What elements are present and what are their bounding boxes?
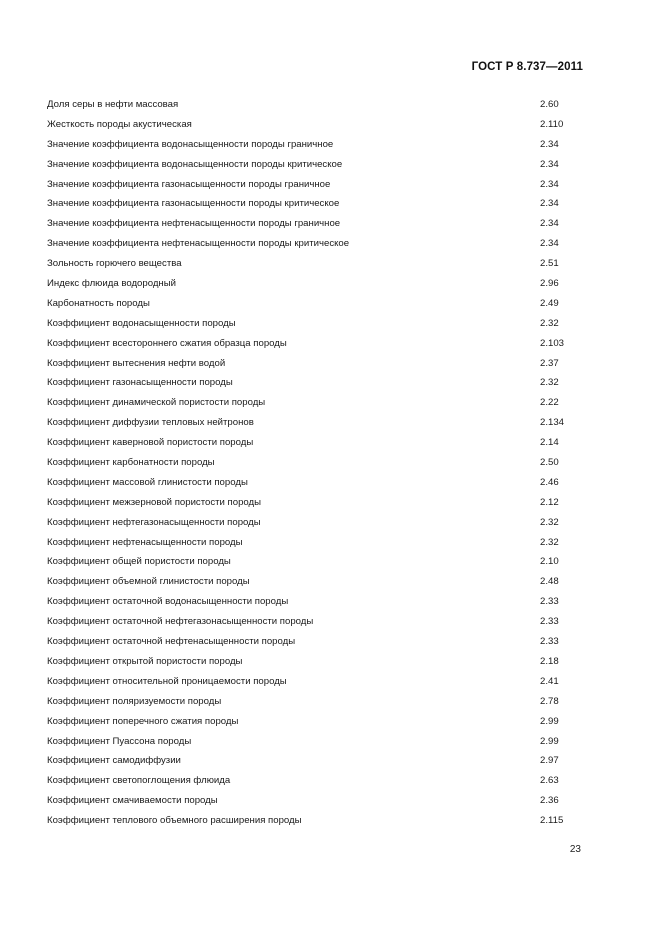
index-term: Значение коэффициента водонасыщенности породы граничное bbox=[47, 138, 334, 150]
index-row bbox=[47, 254, 607, 274]
index-row bbox=[47, 473, 607, 493]
document-header: ГОСТ Р 8.737—2011 bbox=[471, 61, 583, 73]
index-term: Коэффициент открытой пористости породы bbox=[47, 655, 243, 667]
index-term: Значение коэффициента водонасыщенности породы критическое bbox=[47, 158, 343, 170]
index-term: Коэффициент водонасыщенности породы bbox=[47, 317, 236, 329]
index-term: Коэффициент карбонатности породы bbox=[47, 457, 215, 469]
index-section-ref: 2.18 bbox=[540, 655, 559, 667]
index-term: Индекс флюида водородный bbox=[47, 278, 176, 290]
index-row bbox=[47, 811, 607, 831]
index-term: Жесткость породы акустическая bbox=[47, 118, 192, 130]
index-section-ref: 2.32 bbox=[540, 516, 559, 528]
index-row bbox=[47, 314, 607, 334]
index-row bbox=[47, 592, 607, 612]
index-term: Коэффициент межзерновой пористости породы bbox=[47, 496, 262, 508]
index-section-ref: 2.34 bbox=[540, 198, 559, 210]
index-section-ref: 2.50 bbox=[540, 457, 559, 469]
index-section-ref: 2.33 bbox=[540, 616, 559, 628]
index-section-ref: 2.33 bbox=[540, 596, 559, 608]
index-section-ref: 2.63 bbox=[540, 775, 559, 787]
index-section-ref: 2.14 bbox=[540, 437, 559, 449]
index-row bbox=[47, 393, 607, 413]
index-row bbox=[47, 214, 607, 234]
index-section-ref: 2.34 bbox=[540, 218, 559, 230]
index-row bbox=[47, 194, 607, 214]
index-section-ref: 2.134 bbox=[540, 417, 565, 429]
index-section-ref: 2.32 bbox=[540, 536, 559, 548]
index-row bbox=[47, 732, 607, 752]
index-section-ref: 2.34 bbox=[540, 178, 559, 190]
index-section-ref: 2.37 bbox=[540, 357, 559, 369]
index-section-ref: 2.51 bbox=[540, 258, 559, 270]
index-row bbox=[47, 632, 607, 652]
index-section-ref: 2.115 bbox=[540, 815, 564, 827]
index-section-ref: 2.99 bbox=[540, 735, 559, 747]
index-row bbox=[47, 771, 607, 791]
index-section-ref: 2.48 bbox=[540, 576, 559, 588]
index-row bbox=[47, 334, 607, 354]
index-term: Коэффициент поляризуемости породы bbox=[47, 695, 222, 707]
index-row bbox=[47, 493, 607, 513]
index-section-ref: 2.41 bbox=[540, 675, 559, 687]
index-section-ref: 2.34 bbox=[540, 238, 559, 250]
index-section-ref: 2.33 bbox=[540, 636, 559, 648]
index-term: Коэффициент поперечного сжатия породы bbox=[47, 715, 239, 727]
index-term: Коэффициент смачиваемости породы bbox=[47, 795, 218, 807]
index-section-ref: 2.110 bbox=[540, 118, 564, 130]
index-row bbox=[47, 533, 607, 553]
index-row bbox=[47, 294, 607, 314]
index-term: Коэффициент теплового объемного расширения породы bbox=[47, 815, 302, 827]
index-term: Коэффициент нефтегазонасыщенности породы bbox=[47, 516, 261, 528]
index-section-ref: 2.97 bbox=[540, 755, 559, 767]
index-term: Коэффициент Пуассона породы bbox=[47, 735, 192, 747]
index-section-ref: 2.32 bbox=[540, 317, 559, 329]
index-section-ref: 2.22 bbox=[540, 397, 559, 409]
index-row bbox=[47, 95, 607, 115]
index-section-ref: 2.32 bbox=[540, 377, 559, 389]
index-term: Значение коэффициента газонасыщенности породы критическое bbox=[47, 198, 340, 210]
index-row bbox=[47, 234, 607, 254]
index-term: Значение коэффициента нефтенасыщенности породы граничное bbox=[47, 218, 341, 230]
index-term: Коэффициент динамической пористости породы bbox=[47, 397, 266, 409]
index-term: Значение коэффициента газонасыщенности породы граничное bbox=[47, 178, 331, 190]
index-term: Коэффициент массовой глинистости породы bbox=[47, 476, 248, 488]
index-section-ref: 2.12 bbox=[540, 496, 559, 508]
index-term: Зольность горючего вещества bbox=[47, 258, 182, 270]
index-row bbox=[47, 175, 607, 195]
index-term: Доля серы в нефти массовая bbox=[47, 99, 179, 110]
index-row bbox=[47, 552, 607, 572]
index-section-ref: 2.60 bbox=[540, 99, 559, 110]
index-row bbox=[47, 115, 607, 135]
index-row bbox=[47, 672, 607, 692]
index-term: Коэффициент светопоглощения флюида bbox=[47, 775, 231, 787]
index-section-ref: 2.36 bbox=[540, 795, 559, 807]
page-number: 23 bbox=[569, 844, 581, 855]
index-section-ref: 2.78 bbox=[540, 695, 559, 707]
index-section-ref: 2.96 bbox=[540, 278, 559, 290]
index-row bbox=[47, 135, 607, 155]
index-row bbox=[47, 354, 607, 374]
index-term: Коэффициент остаточной водонасыщенности породы bbox=[47, 596, 289, 608]
index-section-ref: 2.34 bbox=[540, 138, 559, 150]
index-term: Коэффициент самодиффузии bbox=[47, 755, 181, 767]
index-term: Коэффициент всестороннего сжатия образца породы bbox=[47, 337, 287, 349]
index-term: Коэффициент относительной проницаемости породы bbox=[47, 675, 287, 687]
term-index-list bbox=[47, 95, 607, 831]
index-term: Коэффициент каверновой пористости породы bbox=[47, 437, 254, 449]
index-term: Коэффициент газонасыщенности породы bbox=[47, 377, 233, 389]
index-row bbox=[47, 751, 607, 771]
index-row bbox=[47, 652, 607, 672]
index-section-ref: 2.46 bbox=[540, 476, 559, 488]
index-row bbox=[47, 513, 607, 533]
index-term: Коэффициент диффузии тепловых нейтронов bbox=[47, 417, 254, 429]
index-term: Коэффициент объемной глинистости породы bbox=[47, 576, 250, 588]
index-row bbox=[47, 791, 607, 811]
index-row bbox=[47, 373, 607, 393]
index-term: Коэффициент нефтенасыщенности породы bbox=[47, 536, 243, 548]
index-section-ref: 2.103 bbox=[540, 337, 565, 349]
index-row bbox=[47, 572, 607, 592]
index-row bbox=[47, 712, 607, 732]
index-term: Коэффициент остаточной нефтегазонасыщенности породы bbox=[47, 616, 314, 628]
index-row bbox=[47, 433, 607, 453]
index-row bbox=[47, 413, 607, 433]
index-section-ref: 2.99 bbox=[540, 715, 559, 727]
index-row bbox=[47, 453, 607, 473]
index-term: Карбонатность породы bbox=[47, 297, 150, 309]
index-term: Коэффициент вытеснения нефти водой bbox=[47, 357, 226, 369]
index-term: Коэффициент общей пористости породы bbox=[47, 556, 231, 568]
index-row bbox=[47, 155, 607, 175]
index-row bbox=[47, 274, 607, 294]
index-row bbox=[47, 612, 607, 632]
index-section-ref: 2.10 bbox=[540, 556, 559, 568]
index-term: Значение коэффициента нефтенасыщенности породы критическое bbox=[47, 238, 350, 250]
index-row bbox=[47, 692, 607, 712]
index-section-ref: 2.49 bbox=[540, 297, 559, 309]
index-section-ref: 2.34 bbox=[540, 158, 559, 170]
index-term: Коэффициент остаточной нефтенасыщенности породы bbox=[47, 636, 296, 648]
